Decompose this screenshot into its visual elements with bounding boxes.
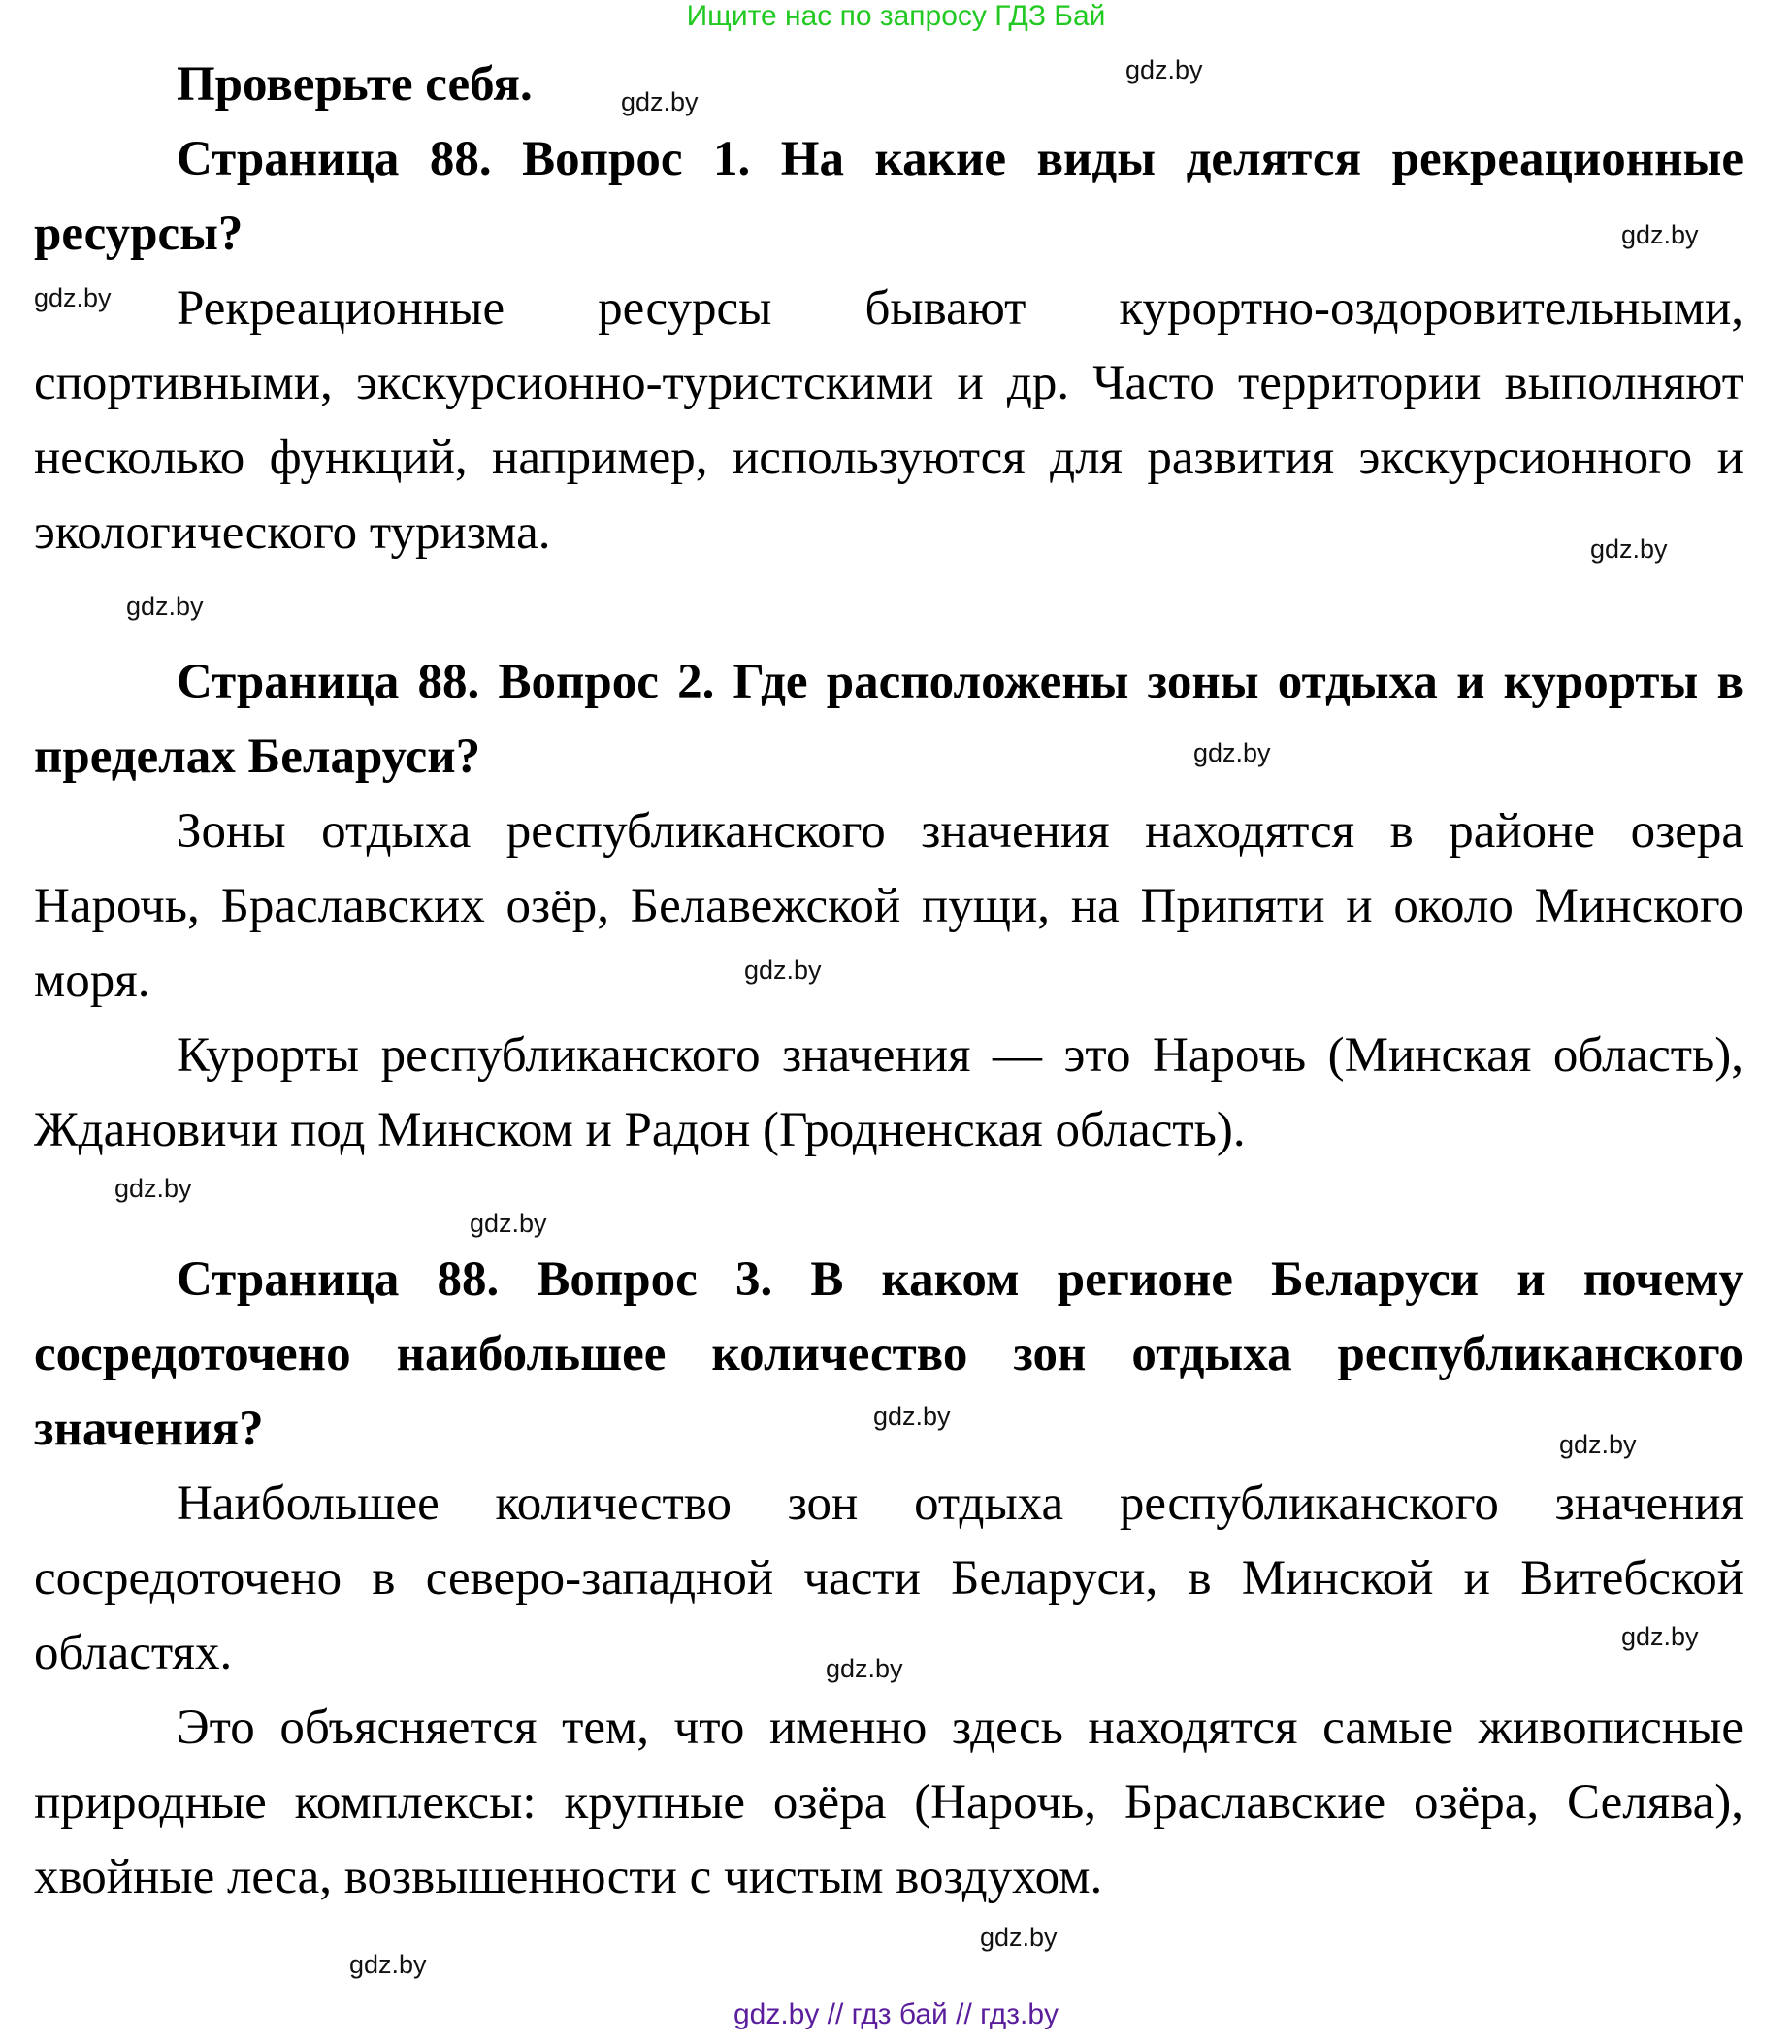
watermark: gdz.by [1621,1622,1699,1651]
answer-3-paragraph-2: Это объясняется тем, что именно здесь находятся самые живописные природные комплексы: крупные озёра (Нарочь, Браславские озёра, Селява), хвойные леса, возвышенности с чистым воздухом. [34,1701,1743,1904]
watermark: gdz.by [114,1174,192,1203]
answer-2-paragraph-1: Зоны отдыха республиканского значения находятся в районе озера Нарочь, Браславских озёр, Белавежской пущи, на Припяти и около Минского моря. [34,804,1743,1008]
watermark: gdz.by [34,283,112,312]
footer-links[interactable]: gdz.by // гдз бай // гдз.by [733,1998,1059,2030]
watermark: gdz.by [621,87,699,116]
answer-2-paragraph-2: Курорты республиканского значения — это Нарочь (Минская область), Ждановичи под Минском и Радон (Гродненская область). [34,1028,1743,1157]
search-banner: Ищите нас по запросу ГДЗ Бай [686,0,1106,32]
watermark: gdz.by [873,1402,951,1431]
watermark: gdz.by [1590,535,1668,564]
answer-1-paragraph: Рекреационные ресурсы бывают курортно-оздоровительными, спортивными, экскурсионно-туристскими и др. Часто территории выполняют несколько функций, например, используются для развития экскурсионного и экологического туризма. [34,281,1743,560]
watermark: gdz.by [1125,55,1203,84]
watermark: gdz.by [1559,1430,1637,1459]
watermark: gdz.by [1621,220,1699,249]
document-body [34,48,1743,1915]
question-1: Страница 88. Вопрос 1. На какие виды делятся рекреационные ресурсы? [34,132,1743,261]
answer-3-paragraph-1: Наибольшее количество зон отдыха республиканского значения сосредоточено в северо-западной части Беларуси, в Минской и Витебской областях. [34,1476,1743,1680]
page-title: Проверьте себя. [177,57,533,112]
watermark: gdz.by [980,1923,1058,1952]
question-3: Страница 88. Вопрос 3. В каком регионе Беларуси и почему сосредоточено наибольшее количество зон отдыха республиканского значения? [34,1252,1743,1456]
watermark: gdz.by [349,1950,427,1979]
watermark: gdz.by [744,956,822,985]
watermark: gdz.by [126,592,204,621]
watermark: gdz.by [1193,738,1271,767]
watermark: gdz.by [470,1209,547,1238]
watermark: gdz.by [826,1654,903,1683]
question-2: Страница 88. Вопрос 2. Где расположены зоны отдыха и курорты в пределах Беларуси? [34,655,1743,784]
